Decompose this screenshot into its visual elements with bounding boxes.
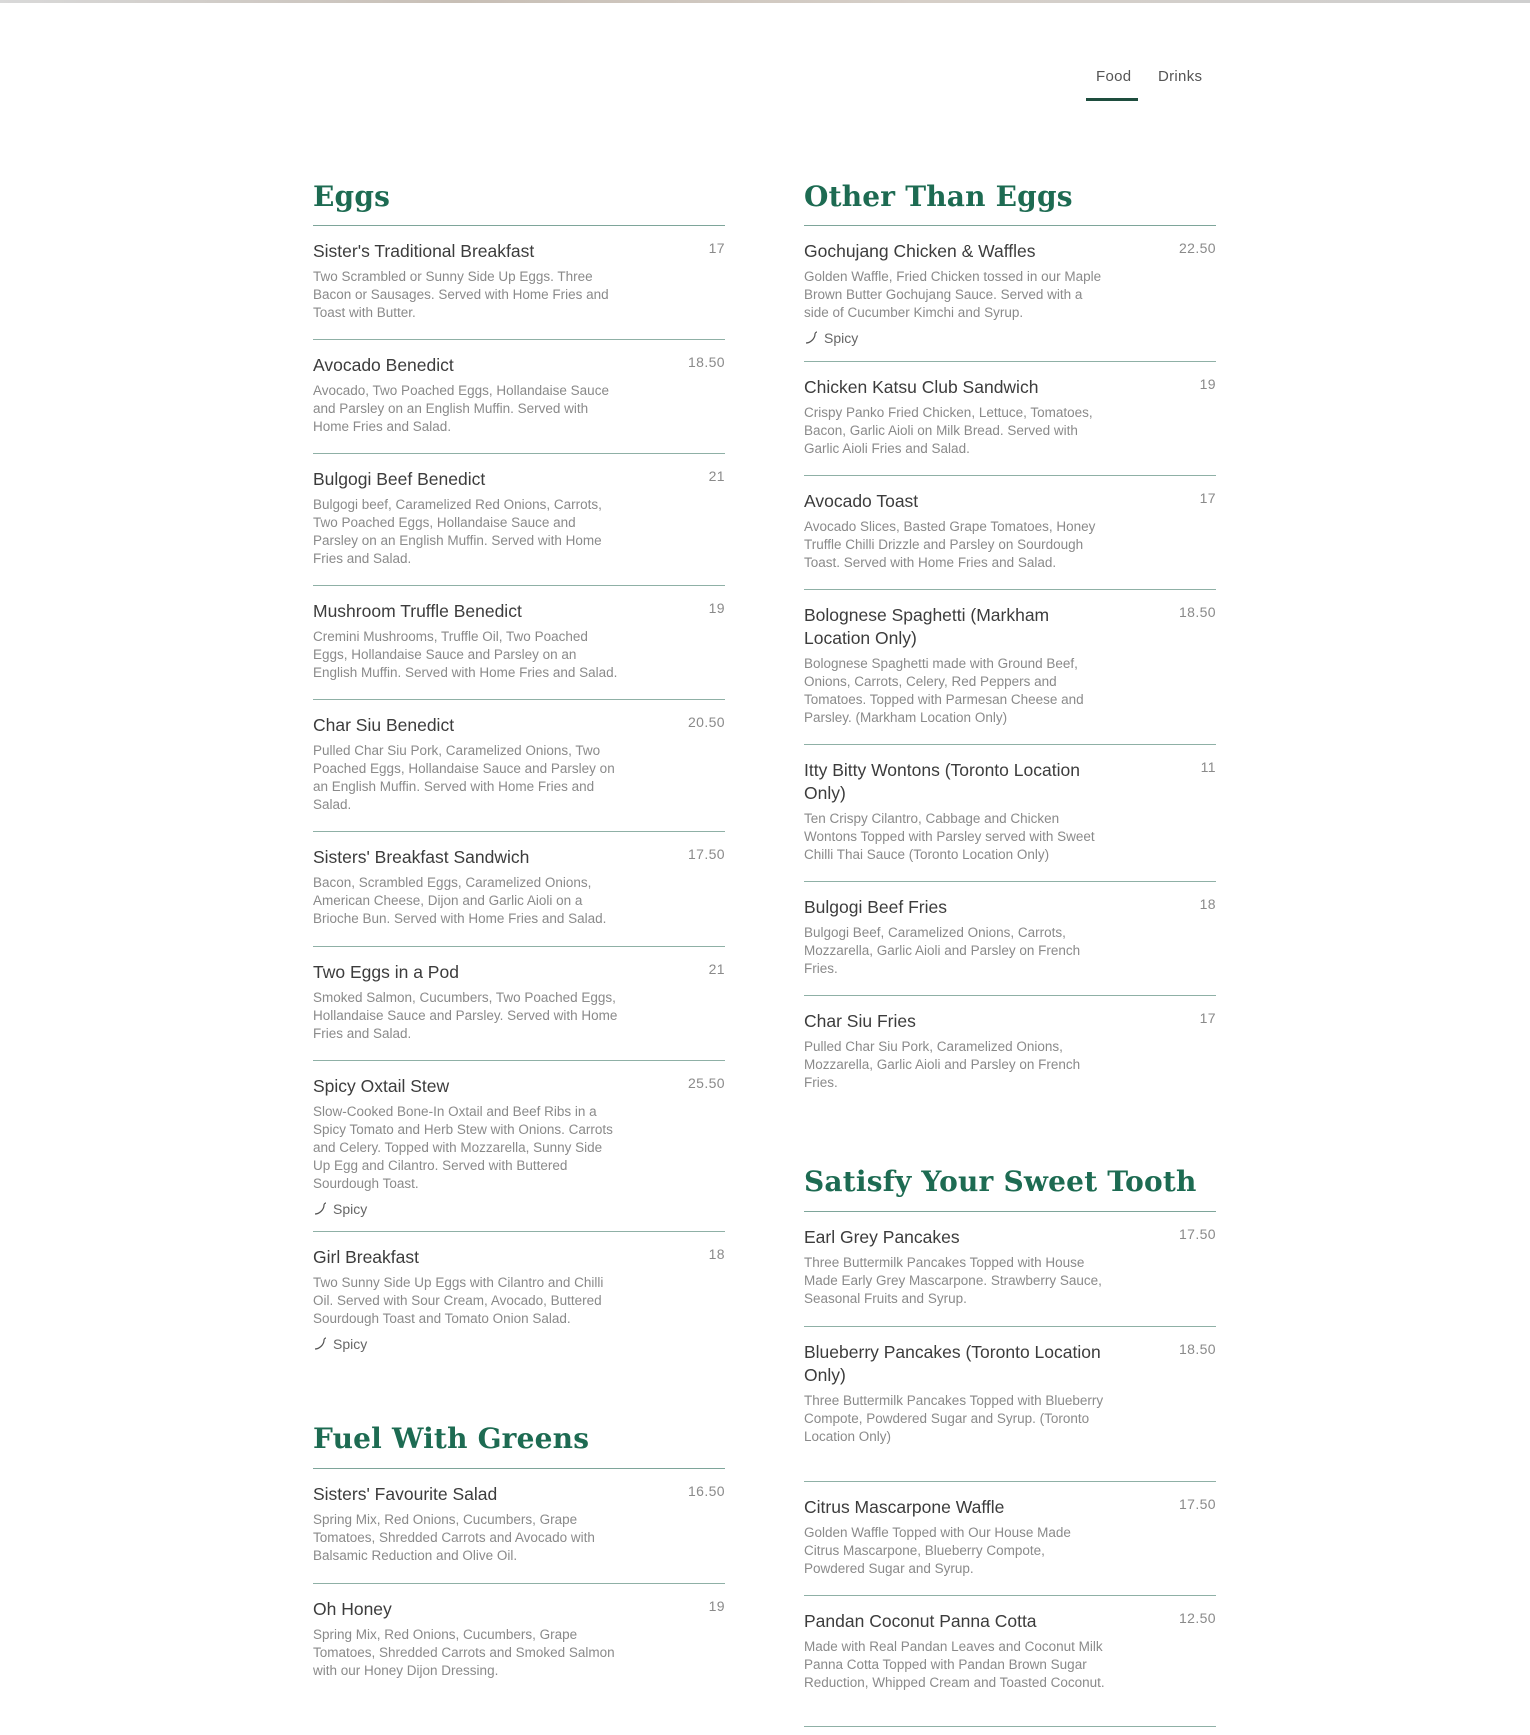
item-description: Two Scrambled or Sunny Side Up Eggs. Three Bacon or Sausages. Served with Home Fries and Toast with Butter. (313, 269, 609, 320)
item-price: 25.50 (687, 1075, 725, 1091)
top-image-strip (0, 0, 1530, 3)
item-description: Cremini Mushrooms, Truffle Oil, Two Poached Eggs, Hollandaise Sauce and Parsley on an English Muffin. Served with Home Fries and Salad. (313, 629, 618, 680)
item-description: Ten Crispy Cilantro, Cabbage and Chicken Wontons Topped with Parsley served with Sweet Chilli Thai Sauce (Toronto Location Only) (804, 811, 1095, 862)
item-price: 18.50 (1178, 1341, 1216, 1357)
menu-item (804, 589, 1216, 744)
item-description: Spring Mix, Red Onions, Cucumbers, Grape Tomatoes, Shredded Carrots and Smoked Salmon with our Honey Dijon Dressing. (313, 1627, 615, 1678)
menu-item (804, 881, 1216, 995)
item-description: Avocado Slices, Basted Grape Tomatoes, Honey Truffle Chilli Drizzle and Parsley on Sourdough Toast. Served with Home Fries and Salad. (804, 519, 1096, 570)
item-name: Avocado Benedict (313, 355, 454, 375)
item-description: Bulgogi Beef, Caramelized Onions, Carrots, Mozzarella, Garlic Aioli and Parsley on French Fries. (804, 925, 1081, 976)
menu-item (313, 585, 725, 699)
menu-item (804, 475, 1216, 589)
spicy-tag (804, 330, 1216, 346)
chili-icon (804, 331, 818, 345)
section-title-sweet: Satisfy Your Sweet Tooth (804, 1165, 1197, 1198)
item-name: Mushroom Truffle Benedict (313, 601, 522, 621)
tab-drinks[interactable]: Drinks (1158, 68, 1203, 85)
menu-item (804, 744, 1216, 881)
item-name: Bulgogi Beef Fries (804, 897, 947, 917)
item-name: Sister's Traditional Breakfast (313, 241, 535, 261)
item-price: 21 (708, 468, 725, 484)
item-price: 11 (1200, 759, 1216, 775)
menu-item (804, 1326, 1216, 1481)
item-price: 19 (1199, 376, 1216, 392)
item-price: 17 (1199, 1010, 1216, 1026)
item-name: Gochujang Chicken & Waffles (804, 241, 1036, 261)
item-description: Slow-Cooked Bone-In Oxtail and Beef Ribs in a Spicy Tomato and Herb Stew with Onions. Carrots and Celery. Topped with Mozzarella, Sunny Side Up Egg and Cilantro. Served with Buttered Sourdough Toast. (313, 1104, 613, 1191)
item-name: Chicken Katsu Club Sandwich (804, 377, 1039, 397)
section-title-greens: Fuel With Greens (313, 1422, 590, 1455)
item-description: Two Sunny Side Up Eggs with Cilantro and Chilli Oil. Served with Sour Cream, Avocado, Buttered Sourdough Toast and Tomato Onion Salad. (313, 1275, 604, 1326)
item-name: Girl Breakfast (313, 1247, 419, 1267)
item-price: 16.50 (687, 1483, 725, 1499)
item-price: 17 (708, 240, 725, 256)
item-price: 12.50 (1178, 1610, 1216, 1626)
item-name: Char Siu Fries (804, 1011, 916, 1031)
tab-food[interactable]: Food (1086, 62, 1138, 101)
item-name: Pandan Coconut Panna Cotta (804, 1611, 1037, 1631)
item-description: Three Buttermilk Pancakes Topped with Blueberry Compote, Powdered Sugar and Syrup. (Toronto Location Only) (804, 1393, 1104, 1444)
menu-item (313, 699, 725, 831)
item-price: 17.50 (1178, 1226, 1216, 1242)
item-description: Smoked Salmon, Cucumbers, Two Poached Eggs, Hollandaise Sauce and Parsley. Served with Home Fries and Salad. (313, 990, 618, 1041)
spicy-tag (313, 1201, 725, 1217)
item-price: 19 (708, 1598, 725, 1614)
item-description: Avocado, Two Poached Eggs, Hollandaise Sauce and Parsley on an English Muffin. Served with Home Fries and Salad. (313, 383, 609, 434)
menu-item (804, 1481, 1216, 1595)
item-name: Bulgogi Beef Benedict (313, 469, 486, 489)
item-price: 18.50 (1178, 604, 1216, 620)
item-price: 22.50 (1178, 240, 1216, 256)
item-price: 19 (708, 600, 725, 616)
item-name: Avocado Toast (804, 491, 919, 511)
item-price: 18.50 (687, 354, 725, 370)
item-name: Two Eggs in a Pod (313, 962, 459, 982)
item-name: Sisters' Breakfast Sandwich (313, 847, 530, 867)
item-description: Crispy Panko Fried Chicken, Lettuce, Tomatoes, Bacon, Garlic Aioli on Milk Bread. Served with Garlic Aioli Fries and Salad. (804, 405, 1093, 456)
item-description: Made with Real Pandan Leaves and Coconut Milk Panna Cotta Topped with Pandan Brown Sugar Reduction, Whipped Cream and Toasted Coconut. (804, 1639, 1105, 1690)
item-price: 18 (708, 1246, 725, 1262)
menu-item (313, 946, 725, 1060)
item-description: Golden Waffle Topped with Our House Made Citrus Mascarpone, Blueberry Compote, Powdered Sugar and Syrup. (804, 1525, 1071, 1576)
item-price: 20.50 (687, 714, 725, 730)
item-name: Blueberry Pancakes (Toronto Location Only) (804, 1342, 1101, 1385)
spicy-label: Spicy (824, 330, 859, 346)
item-description: Bulgogi beef, Caramelized Red Onions, Carrots, Two Poached Eggs, Hollandaise Sauce and Parsley on an English Muffin. Served with Home Fries and Salad. (313, 497, 602, 566)
item-price: 17.50 (1178, 1496, 1216, 1512)
item-name: Earl Grey Pancakes (804, 1227, 960, 1247)
menu-tabs (1086, 62, 1222, 101)
menu-item (313, 1583, 725, 1697)
menu-item (313, 1060, 725, 1231)
item-name: Char Siu Benedict (313, 715, 455, 735)
menu-item (313, 453, 725, 585)
item-description: Three Buttermilk Pancakes Topped with House Made Early Grey Mascarpone. Strawberry Sauce, Seasonal Fruits and Syrup. (804, 1255, 1102, 1306)
item-name: Oh Honey (313, 1599, 392, 1619)
menu-item (313, 226, 725, 339)
menu-item (313, 1469, 725, 1583)
menu-item (804, 226, 1216, 361)
menu-item (804, 361, 1216, 475)
menu-item (804, 995, 1216, 1109)
chili-icon (313, 1337, 327, 1351)
item-name: Spicy Oxtail Stew (313, 1076, 450, 1096)
menu-item (313, 831, 725, 946)
item-name: Bolognese Spaghetti (Markham Location Only) (804, 605, 1050, 648)
item-name: Itty Bitty Wontons (Toronto Location Only) (804, 760, 1080, 803)
menu-item (313, 339, 725, 453)
item-name: Sisters' Favourite Salad (313, 1484, 498, 1504)
menu-item (804, 1595, 1216, 1727)
menu-item (804, 1212, 1216, 1326)
item-price: 17.50 (687, 846, 725, 862)
item-price: 21 (708, 961, 725, 977)
menu-item (313, 1231, 725, 1381)
spicy-label: Spicy (333, 1201, 368, 1217)
item-description: Pulled Char Siu Pork, Caramelized Onions, Two Poached Eggs, Hollandaise Sauce and Parsley on an English Muffin. Served with Home Fries and Salad. (313, 743, 615, 812)
item-description: Bolognese Spaghetti made with Ground Beef, Onions, Carrots, Celery, Red Peppers and Tomatoes. Topped with Parmesan Cheese and Parsley. (Markham Location Only) (804, 656, 1084, 725)
spicy-label: Spicy (333, 1336, 368, 1352)
item-description: Bacon, Scrambled Eggs, Caramelized Onions, American Cheese, Dijon and Garlic Aioli on a Brioche Bun. Served with Home Fries and Salad. (313, 875, 607, 926)
item-description: Spring Mix, Red Onions, Cucumbers, Grape Tomatoes, Shredded Carrots and Avocado with Balsamic Reduction and Olive Oil. (313, 1512, 595, 1563)
item-description: Golden Waffle, Fried Chicken tossed in our Maple Brown Butter Gochujang Sauce. Served with a side of Cucumber Kimchi and Syrup. (804, 269, 1102, 320)
spicy-tag (313, 1336, 725, 1352)
section-title-other: Other Than Eggs (804, 180, 1073, 213)
section-title-eggs: Eggs (313, 180, 391, 213)
item-price: 17 (1199, 490, 1216, 506)
chili-icon (313, 1202, 327, 1216)
item-name: Citrus Mascarpone Waffle (804, 1497, 1005, 1517)
item-description: Pulled Char Siu Pork, Caramelized Onions, Mozzarella, Garlic Aioli and Parsley on French Fries. (804, 1039, 1081, 1090)
item-price: 18 (1199, 896, 1216, 912)
